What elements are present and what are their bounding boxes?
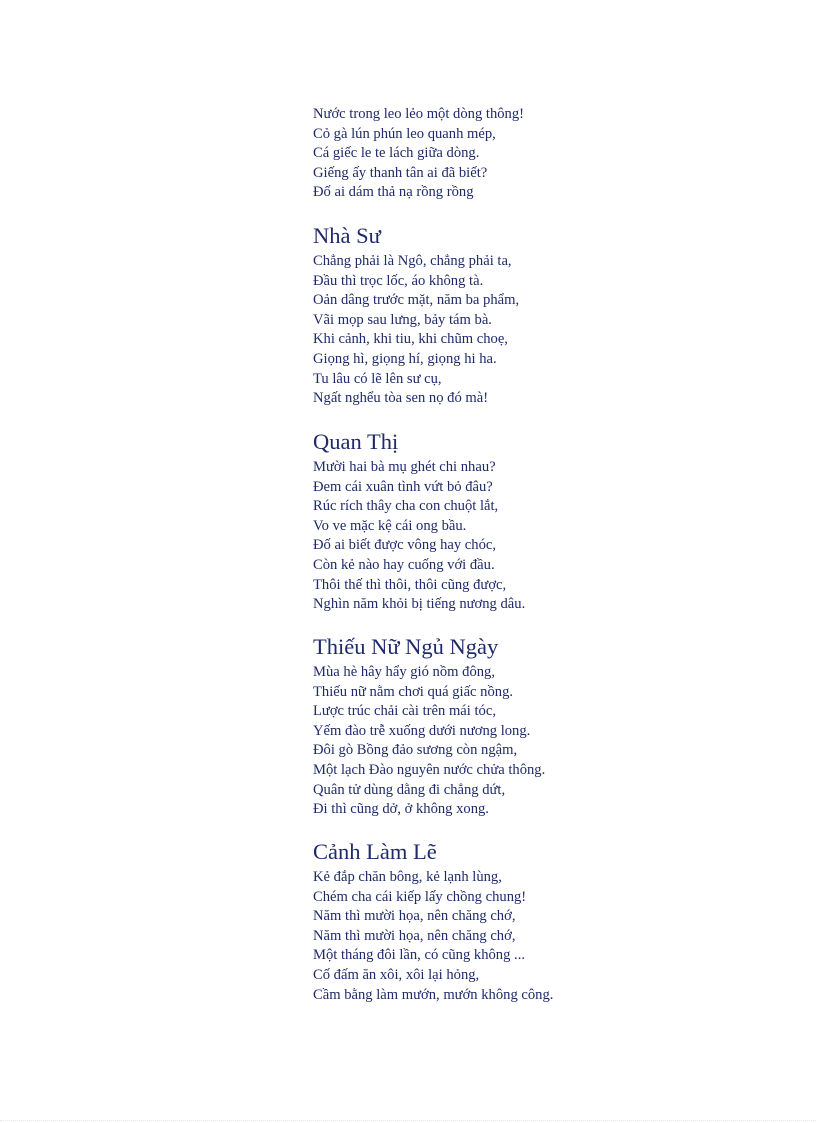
poem-line: Lược trúc chải cài trên mái tóc, (313, 703, 496, 720)
poem-line: Đem cái xuân tình vứt bỏ đâu? (313, 478, 493, 495)
poem-line: Năm thì mười họa, nên chăng chớ, (313, 908, 516, 925)
poem-nha-su (313, 222, 793, 409)
poem-line: Khi cảnh, khi tiu, khi chũm choẹ, (313, 331, 508, 348)
poem-line: Cố đấm ăn xôi, xôi lại hỏng, (313, 966, 480, 983)
poem-line: Đầu thì trọc lốc, áo không tà. (313, 272, 484, 289)
poem-line: Rúc rích thây cha con chuột lắt, (313, 498, 499, 515)
poem-line: Mười hai bà mụ ghét chi nhau? (313, 459, 496, 475)
poem-canh-lam-le (313, 838, 793, 1005)
poem-line: Giọng hì, giọng hí, giọng hi ha. (313, 350, 497, 367)
poem-line: Cầm bằng làm mướn, mướn không công. (313, 986, 554, 1003)
poem-title: Cảnh Làm Lẽ (313, 839, 437, 864)
poem-line: Một lạch Đào nguyên nước chửa thông. (313, 761, 546, 778)
poem-line: Chẳng phải là Ngô, chẳng phải ta, (313, 253, 512, 269)
poem-line: Tu lâu có lẽ lên sư cụ, (313, 370, 442, 387)
poem-line: Nước trong leo lẻo một dòng thông! (313, 106, 524, 122)
poem-line: Cỏ gà lún phún leo quanh mép, (313, 125, 496, 142)
poem-line: Oản dâng trước mặt, năm ba phẩm, (313, 292, 520, 309)
poem-line: Năm thì mười họa, nên chăng chớ, (313, 927, 516, 944)
poem-line: Kẻ đắp chăn bông, kẻ lạnh lùng, (313, 869, 502, 885)
poem-line: Đố ai biết được vông hay chóc, (313, 537, 496, 554)
poem-title: Quan Thị (313, 429, 399, 454)
poem-line: Vo ve mặc kệ cái ong bầu. (313, 517, 467, 534)
poem-line: Thiếu nữ nằm chơi quá giấc nồng. (313, 683, 514, 700)
poem-line: Đôi gò Bồng đảo sương còn ngậm, (313, 742, 518, 759)
poem-line: Đi thì cũng dở, ở không xong. (313, 801, 489, 818)
poem-line: Chém cha cái kiếp lấy chồng chung! (313, 888, 527, 905)
poem-quan-thi (313, 428, 793, 615)
poem-line: Còn kẻ nào hay cuống với đầu. (313, 556, 495, 573)
poem-line: Cá giếc le te lách giữa dòng. (313, 145, 480, 162)
poem-line: Vãi mọp sau lưng, bảy tám bà. (313, 311, 492, 328)
poem-fragment (313, 105, 793, 203)
poem-line: Đố ai dám thả nạ rồng rồng (313, 184, 474, 201)
poem-line: Một tháng đôi lần, có cũng không ... (313, 947, 525, 964)
poem-line: Nghìn năm khỏi bị tiếng nương dâu. (313, 596, 526, 613)
poem-line: Yếm đào trễ xuống dưới nương long. (313, 722, 531, 739)
poem-line: Mùa hè hây hẩy gió nồm đông, (313, 664, 495, 680)
poem-title: Thiếu Nữ Ngủ Ngày (313, 634, 499, 659)
poem-line: Ngất nghểu tòa sen nọ đó mà! (313, 390, 489, 407)
poem-title: Nhà Sư (313, 223, 381, 248)
poem-line: Quân tử dùng dằng đi chẳng dứt, (313, 781, 506, 798)
poem-thieu-nu-ngu-ngay (313, 633, 793, 820)
page-bottom-divider (0, 1120, 816, 1122)
poem-line: Giếng ấy thanh tân ai đã biết? (313, 164, 488, 181)
poem-line: Thôi thế thì thôi, thôi cũng được, (313, 576, 507, 593)
